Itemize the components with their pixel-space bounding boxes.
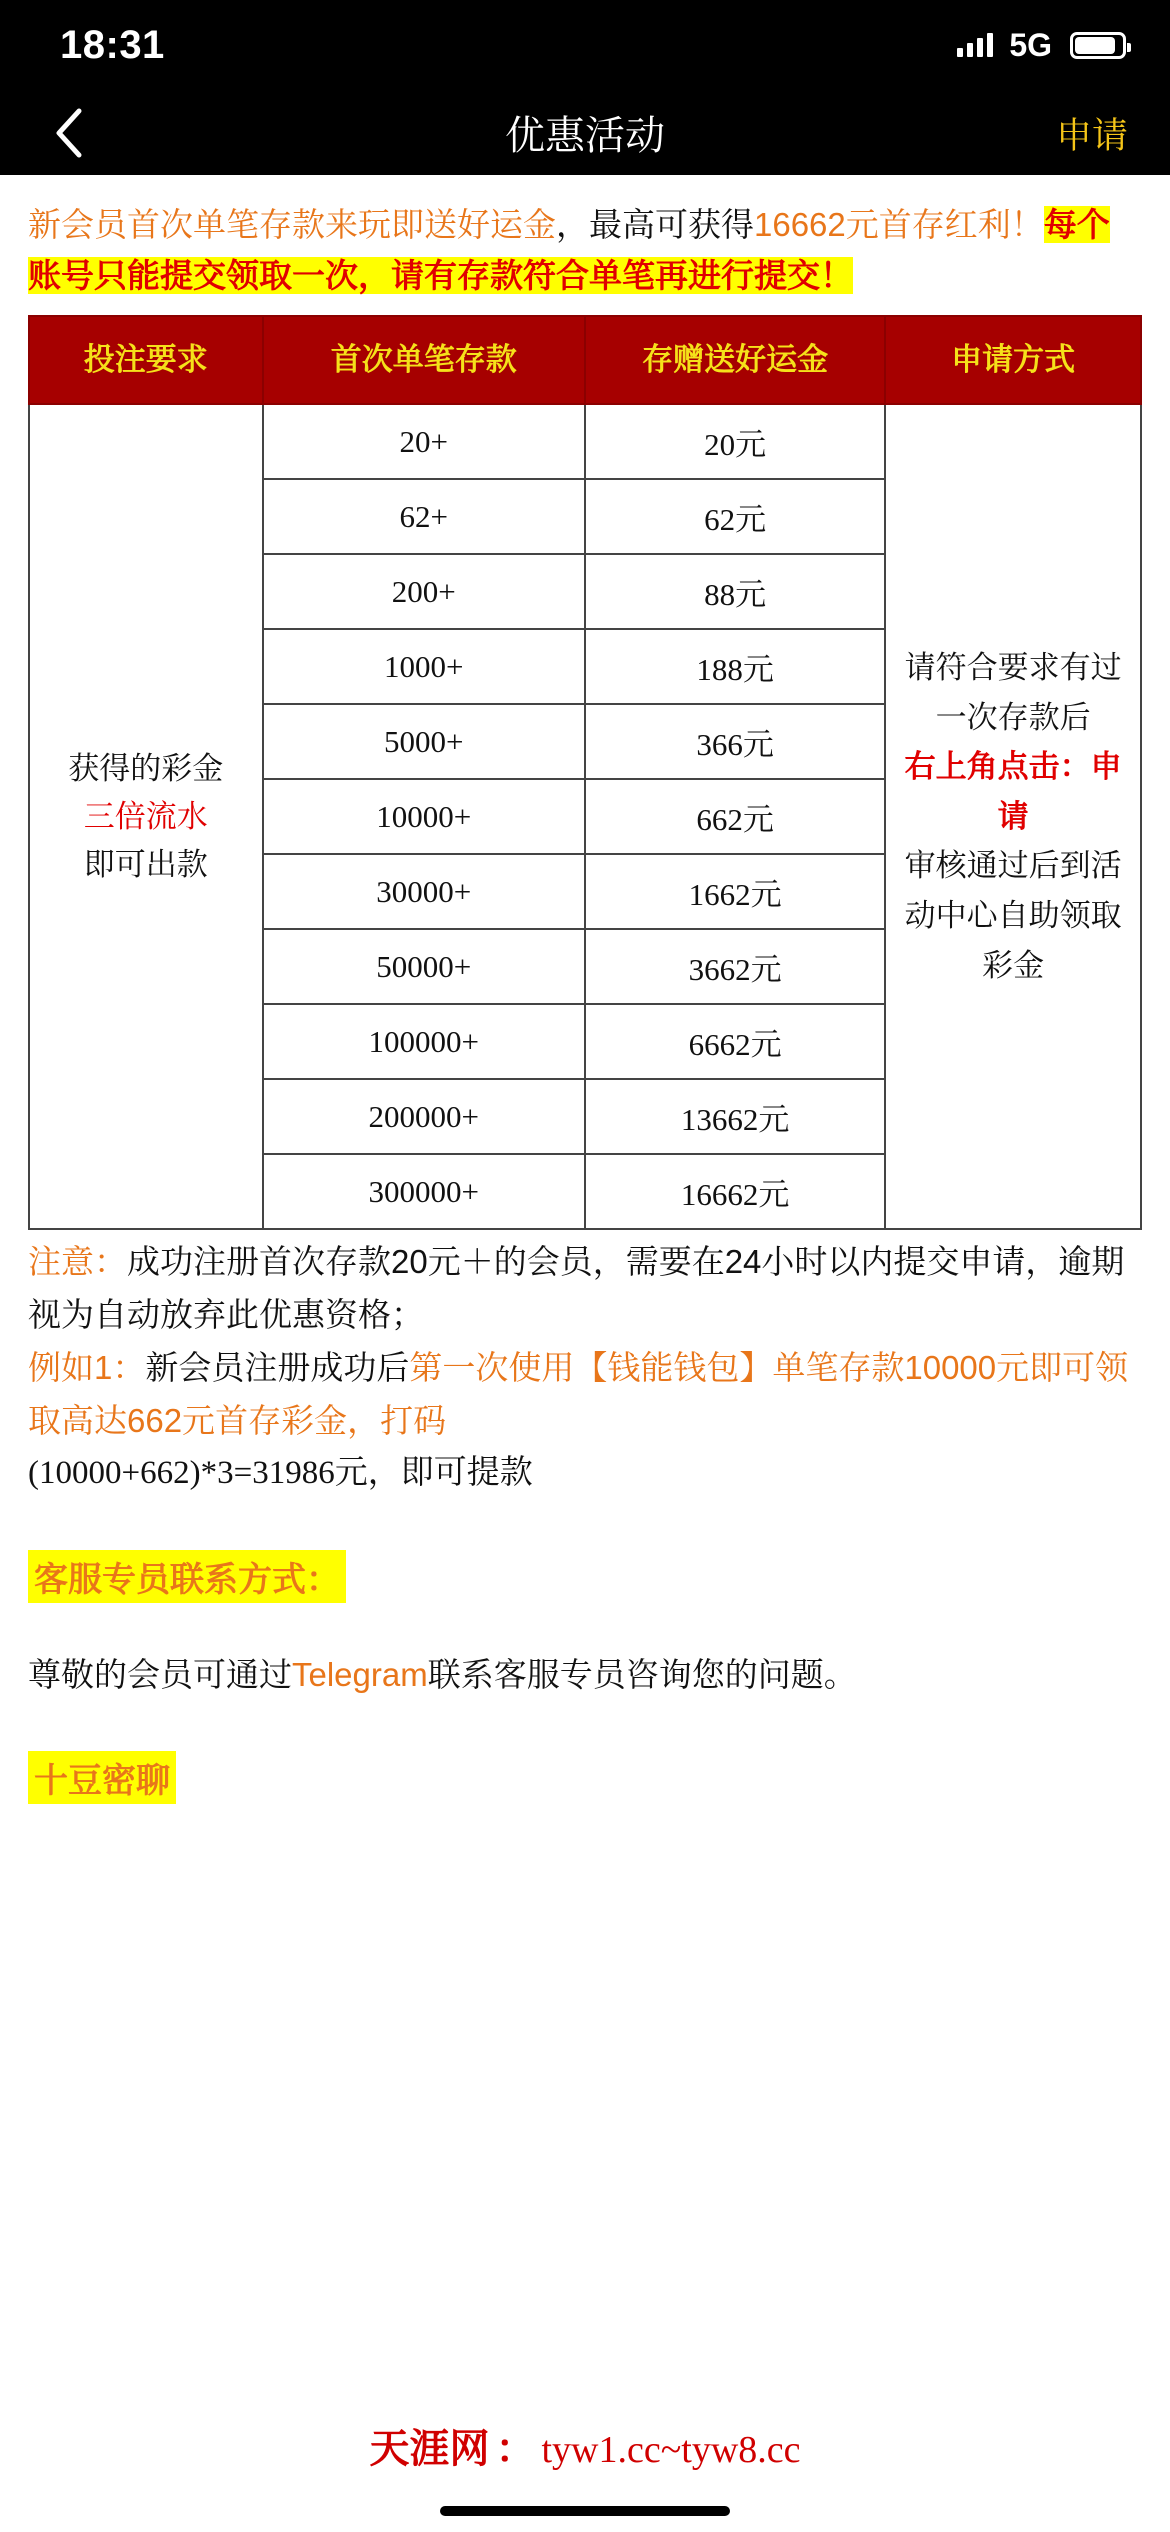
note-paragraph [28, 1236, 1142, 1342]
status-bar [0, 0, 1170, 90]
apply-cell [885, 404, 1141, 1229]
chevron-left-icon [53, 107, 83, 159]
promo-content [0, 175, 1170, 1804]
customer-service-section [28, 1546, 1142, 1804]
example-part-4: 即可 [1029, 1348, 1096, 1386]
status-indicators [957, 27, 1126, 64]
example-part-6: 首存彩金，打码 [215, 1401, 447, 1439]
intro-unit: 元 [845, 206, 879, 243]
bonus-cell: 13662元 [585, 1079, 885, 1154]
promo-notes [28, 1236, 1142, 1500]
customer-service-heading: 客服专员联系方式： [28, 1550, 346, 1603]
bonus-cell: 662元 [585, 779, 885, 854]
header-apply: 申请方式 [885, 316, 1141, 404]
example-part-2: 第一次使用【钱能钱包】 [409, 1348, 773, 1386]
requirement-line-2: 三倍流水 [83, 798, 208, 834]
deposit-cell: 1000+ [263, 629, 585, 704]
deposit-cell: 30000+ [263, 854, 585, 929]
bonus-cell: 62元 [585, 479, 885, 554]
watermark-url: tyw1.cc~tyw8.cc [541, 2429, 801, 2471]
bonus-cell: 1662元 [585, 854, 885, 929]
bonus-cell: 3662元 [585, 929, 885, 1004]
bonus-cell: 366元 [585, 704, 885, 779]
intro-amount: 16662 [754, 206, 846, 243]
requirement-cell [29, 404, 263, 1229]
deposit-cell: 10000+ [263, 779, 585, 854]
watermark-separator: ： [495, 2427, 536, 2471]
example-label: 例如1： [28, 1348, 146, 1386]
deposit-cell: 300000+ [263, 1154, 585, 1229]
page-title: 优惠活动 [505, 114, 665, 158]
example-paragraph [28, 1342, 1142, 1448]
header-requirement: 投注要求 [29, 316, 263, 404]
battery-icon [1070, 32, 1126, 59]
promo-intro [28, 199, 1142, 301]
status-time: 18:31 [60, 22, 165, 67]
requirement-line-1: 获得的彩金 [68, 750, 224, 786]
bonus-cell: 188元 [585, 629, 885, 704]
intro-highlight: 每个账号只能提交领取一次，请有存款符合单笔再进行提交！ [28, 206, 1110, 295]
table-header-row [29, 316, 1141, 404]
back-button[interactable] [46, 111, 90, 155]
example-part-5: 领取高达662元 [28, 1348, 1129, 1439]
cs-body-part-2: 联系客服专员咨询您的问题。 [427, 1656, 857, 1694]
intro-part-3: 首存红利！ [878, 206, 1044, 243]
bonus-cell: 88元 [585, 554, 885, 629]
apply-line-1: 请符合要求有过一次存款后 [904, 650, 1122, 735]
cs-body-part-1: 尊敬的会员可通过 [28, 1656, 292, 1694]
customer-service-tail: 十豆密聊 [28, 1751, 176, 1804]
spacer [28, 1500, 1142, 1546]
navigation-bar [0, 90, 1170, 175]
table-row [29, 404, 1141, 479]
deposit-cell: 20+ [263, 404, 585, 479]
bonus-cell: 16662元 [585, 1154, 885, 1229]
promo-table [28, 315, 1142, 1230]
header-deposit: 首次单笔存款 [263, 316, 585, 404]
intro-part-1: 新会员首次单笔存款来玩即送好运金 [28, 206, 556, 243]
requirement-line-3: 即可出款 [83, 846, 208, 882]
apply-line-2: 右上角点击：申请 [904, 749, 1122, 834]
deposit-cell: 200000+ [263, 1079, 585, 1154]
example-part-1: 新会员注册成功后 [145, 1348, 410, 1386]
note-text: 成功注册首次存款20元＋的会员，需要在24小时以内提交申请，逾期视为自动放弃此优惠资格； [28, 1243, 1125, 1333]
header-bonus: 存赠送好运金 [585, 316, 885, 404]
deposit-cell: 5000+ [263, 704, 585, 779]
home-indicator[interactable] [440, 2506, 730, 2516]
watermark [0, 2417, 1170, 2474]
bonus-cell: 6662元 [585, 1004, 885, 1079]
deposit-cell: 50000+ [263, 929, 585, 1004]
signal-bars-icon [957, 33, 993, 57]
note-label: 注意： [28, 1243, 127, 1281]
network-type-label: 5G [1009, 26, 1052, 63]
watermark-brand: 天涯网 [369, 2427, 490, 2471]
deposit-cell: 200+ [263, 554, 585, 629]
customer-service-body [28, 1649, 1142, 1702]
example-calculation: (10000+662)*3=31986元，即可提款 [28, 1455, 533, 1492]
example-part-3: 单笔存款10000元 [772, 1348, 1030, 1386]
apply-button[interactable]: 申请 [1055, 114, 1128, 155]
deposit-cell: 62+ [263, 479, 585, 554]
bonus-cell: 20元 [585, 404, 885, 479]
intro-part-2: ，最高可获得 [556, 206, 754, 243]
telegram-link[interactable]: Telegram [292, 1656, 428, 1694]
apply-line-3: 审核通过后到活动中心自助领取彩金 [904, 848, 1122, 983]
deposit-cell: 100000+ [263, 1004, 585, 1079]
